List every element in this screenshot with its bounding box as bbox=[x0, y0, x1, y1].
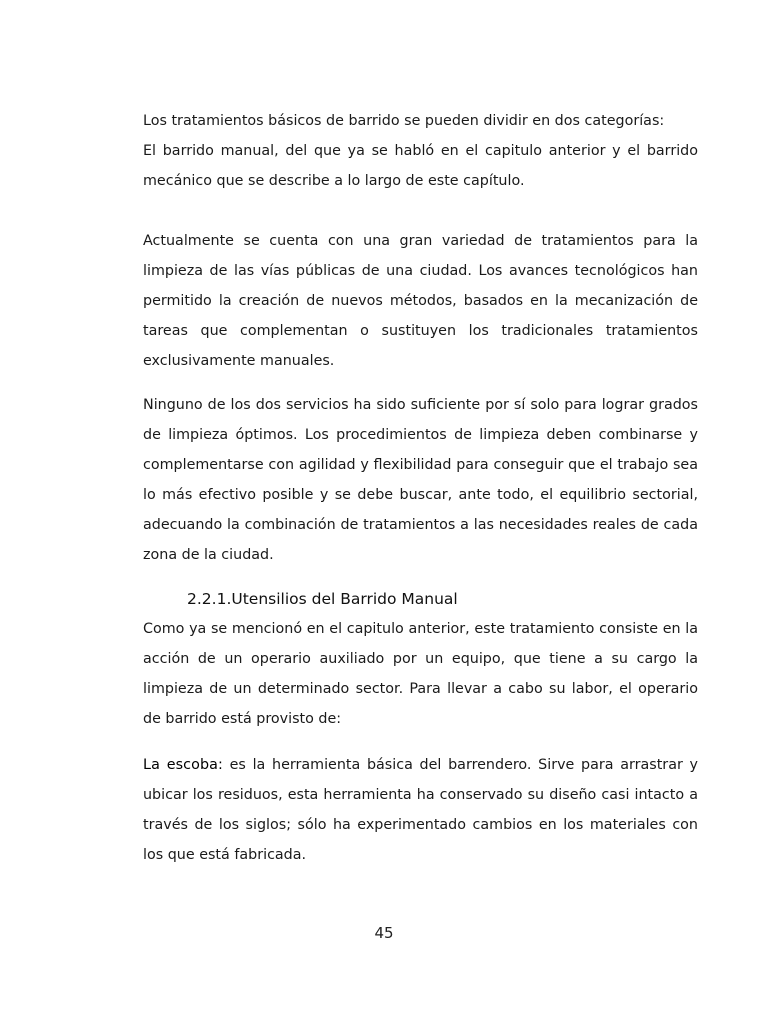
paragraph-servicios-combinados: Ninguno de los dos servicios ha sido suficiente por sí solo para lograr grados de limpieza óptimos. Los procedimientos de limpieza deben combinarse y complementarse con agilidad y flexibilidad para conseguir que el trabajo sea lo más efectivo posible y se debe buscar, ante todo, el equilibrio sectorial, adecuando la combinación de tratamientos a las necesidades reales de cada zona de la ciudad. bbox=[143, 397, 698, 563]
page-number: 45 bbox=[374, 924, 394, 942]
paragraph-tratamientos-limpieza: Actualmente se cuenta con una gran variedad de tratamientos para la limpieza de las vías públicas de una ciudad. Los avances tecnológicos han permitido la creación de nuevos métodos, basados en la mecanización de tareas que complementan o sustituyen los tradicionales tratamientos exclusivamente manuales. bbox=[143, 233, 698, 369]
section-heading: 2.2.1.Utensilios del Barrido Manual bbox=[187, 590, 458, 608]
paragraph-operario-barrido: Como ya se mencionó en el capitulo anterior, este tratamiento consiste en la acción de un operario auxiliado por un equipo, que tiene a su cargo la limpieza de un determinado sector. Para llevar a cabo su labor, el operario de barrido está provisto de: bbox=[143, 621, 698, 727]
paragraph-barrido-categorias: El barrido manual, del que ya se habló en el capitulo anterior y el barrido mecánico que se describe a lo largo de este capítulo. bbox=[143, 143, 698, 189]
term-la-escoba: La escoba: bbox=[143, 757, 223, 773]
escoba-description: es la herramienta básica del barrendero. Sirve para arrastrar y ubicar los residuos, esta herramienta ha conservado su diseño casi intacto a través de los siglos; sólo ha experimentado cambios en los materiales con los que está fabricada. bbox=[143, 757, 698, 863]
paragraph-escoba bbox=[143, 750, 698, 870]
intro-sentence: Los tratamientos básicos de barrido se pueden dividir en dos categorías: bbox=[143, 113, 665, 129]
